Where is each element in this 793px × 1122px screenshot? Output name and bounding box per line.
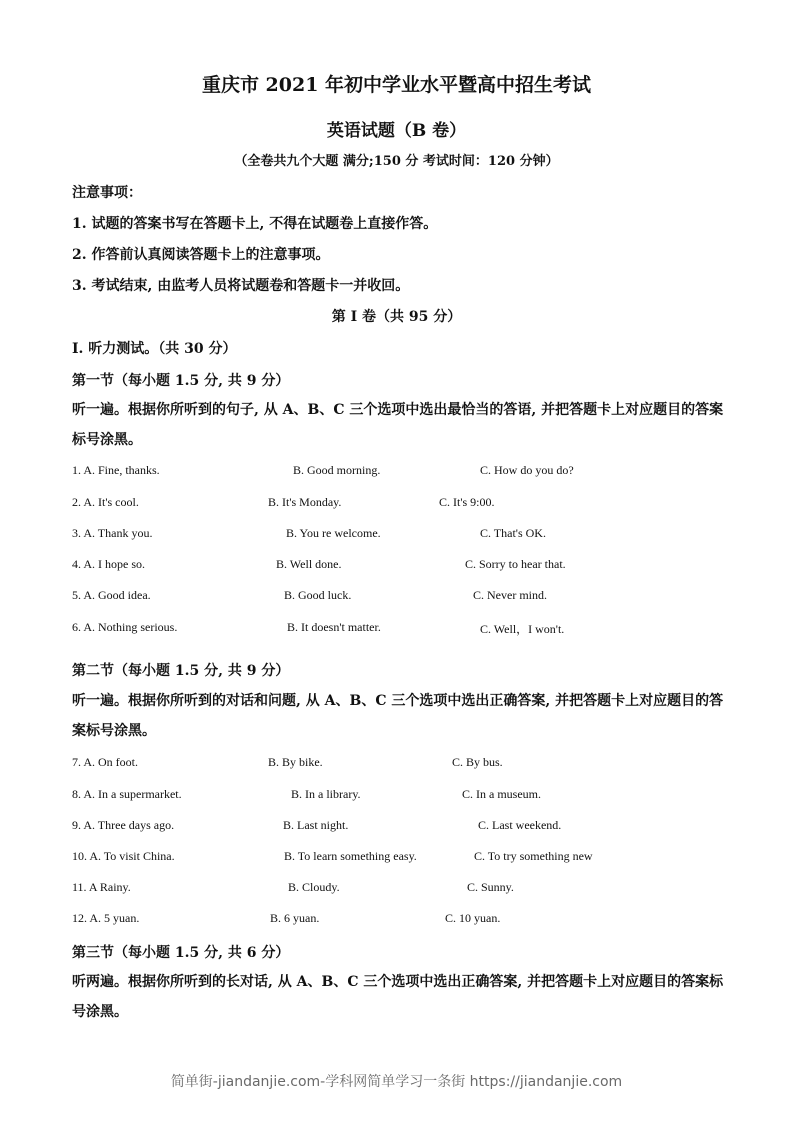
option-b: B. It doesn't matter.	[287, 620, 381, 634]
question-row	[72, 588, 732, 608]
option-c: C. 10 yuan.	[445, 911, 501, 925]
option-b: B. Cloudy.	[288, 880, 340, 894]
section-i-title: I. 听力测试。（共 30 分）	[72, 341, 237, 357]
part2-instruction: 听一遍。根据你所听到的对话和问题, 从 A、B、C 三个选项中选出正确答案, 并把答题卡上对应题目的答案标号涂黑。	[72, 693, 724, 739]
option-b: B. In a library.	[291, 787, 361, 801]
option-b: B. Good luck.	[284, 588, 352, 602]
exam-info: （全卷共九个大题 满分;150 分 考试时间：120 分钟）	[234, 154, 559, 169]
question-row	[72, 463, 732, 483]
option-a: 10. A. To visit China.	[72, 849, 175, 863]
option-a: 4. A. I hope so.	[72, 557, 145, 571]
part1-title: 第一节（每小题 1.5 分, 共 9 分）	[72, 373, 290, 389]
option-b: B. By bike.	[268, 755, 323, 769]
option-c: C. By bus.	[452, 755, 503, 769]
option-c: C. Last weekend.	[478, 818, 562, 832]
option-c: C. How do you do?	[480, 463, 574, 477]
option-b: B. It's Monday.	[268, 495, 342, 509]
volume-title: 第 I 卷（共 95 分）	[331, 309, 462, 325]
option-c: C. Well，I won't.	[480, 622, 565, 636]
option-c: C. Never mind.	[473, 588, 547, 602]
option-c: C. That's OK.	[480, 526, 546, 540]
notice-item-1: 1. 试题的答案书写在答题卡上, 不得在试题卷上直接作答。	[72, 216, 438, 232]
option-a: 9. A. Three days ago.	[72, 818, 175, 832]
part2-title: 第二节（每小题 1.5 分, 共 9 分）	[72, 663, 290, 679]
notice-item-3: 3. 考试结束, 由监考人员将试题卷和答题卡一并收回。	[72, 278, 410, 294]
option-a: 12. A. 5 yuan.	[72, 911, 140, 925]
part1-instruction: 听一遍。根据你所听到的句子, 从 A、B、C 三个选项中选出最恰当的答语, 并把答题卡上对应题目的答案标号涂黑。	[72, 402, 724, 448]
footer-watermark: 简单街-jiandanjie.com-学科网简单学习一条街 https://jiandanjie.com	[170, 1074, 623, 1090]
question-row	[72, 911, 732, 931]
option-a: 5. A. Good idea.	[72, 588, 151, 602]
question-row	[72, 620, 732, 640]
option-b: B. Well done.	[276, 557, 342, 571]
option-c: C. In a museum.	[462, 787, 541, 801]
question-row	[72, 557, 732, 577]
option-b: B. Last night.	[283, 818, 349, 832]
notice-item-2: 2. 作答前认真阅读答题卡上的注意事项。	[72, 247, 330, 263]
question-row	[72, 849, 732, 869]
option-b: B. To learn something easy.	[284, 849, 417, 863]
question-row	[72, 818, 732, 838]
part3-instruction: 听两遍。根据你所听到的长对话, 从 A、B、C 三个选项中选出正确答案, 并把答题卡上对应题目的答案标号涂黑。	[72, 974, 724, 1020]
option-a: 8. A. In a supermarket.	[72, 787, 182, 801]
notice-heading: 注意事项：	[72, 185, 142, 201]
option-a: 1. A. Fine, thanks.	[72, 463, 160, 477]
option-b: B. Good morning.	[293, 463, 381, 477]
question-row	[72, 880, 732, 900]
option-a: 3. A. Thank you.	[72, 526, 153, 540]
option-c: C. It's 9:00.	[439, 495, 495, 509]
option-c: C. Sunny.	[467, 880, 514, 894]
option-a: 11. A Rainy.	[72, 880, 131, 894]
question-row	[72, 495, 732, 515]
question-row	[72, 787, 732, 807]
question-row	[72, 755, 732, 775]
option-c: C. Sorry to hear that.	[465, 557, 566, 571]
part3-title: 第三节（每小题 1.5 分, 共 6 分）	[72, 945, 290, 961]
exam-title: 重庆市 2021 年初中学业水平暨高中招生考试	[201, 74, 592, 96]
exam-subtitle: 英语试题（B 卷）	[326, 121, 467, 141]
option-a: 6. A. Nothing serious.	[72, 620, 178, 634]
question-row	[72, 526, 732, 546]
option-b: B. You re welcome.	[286, 526, 381, 540]
option-a: 2. A. It's cool.	[72, 495, 139, 509]
option-c: C. To try something new	[474, 849, 593, 863]
option-a: 7. A. On foot.	[72, 755, 138, 769]
option-b: B. 6 yuan.	[270, 911, 320, 925]
